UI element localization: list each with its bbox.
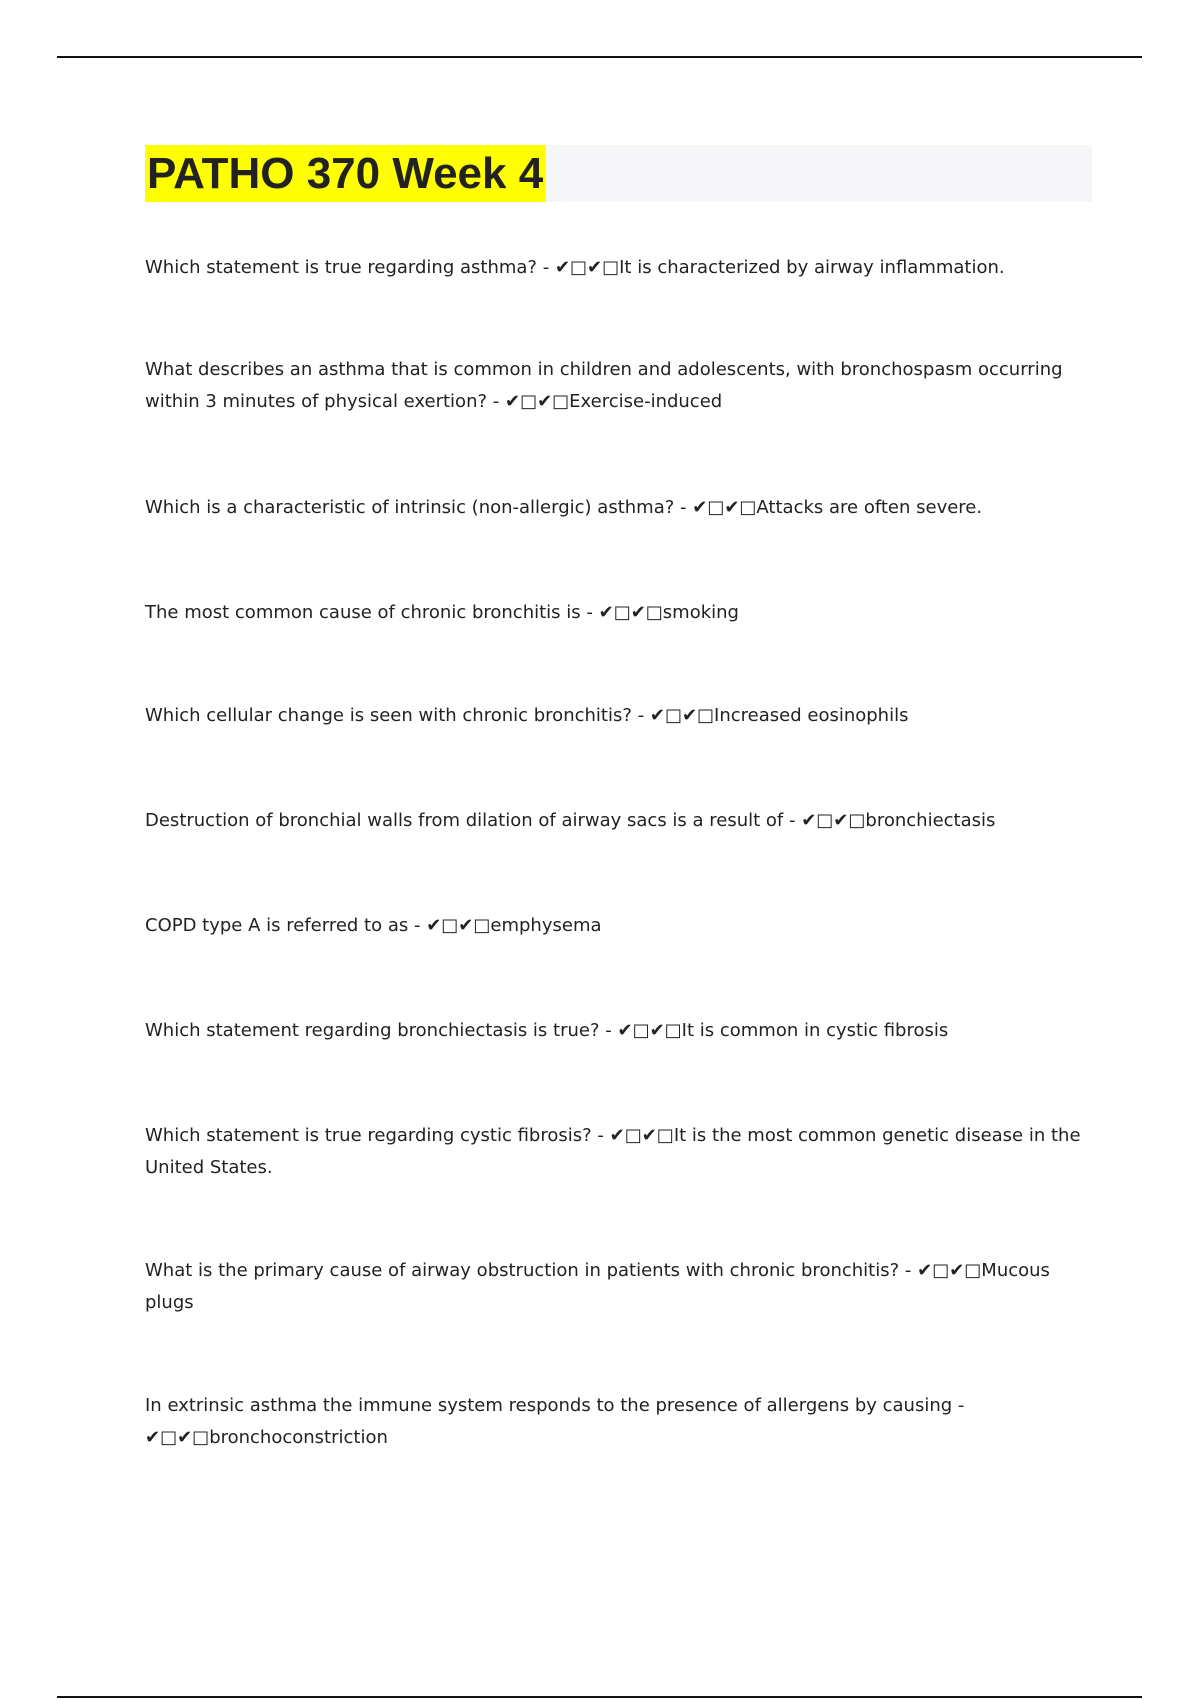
checkmark-icon: ✔□✔□ <box>504 391 570 412</box>
question-text: Which cellular change is seen with chronic bronchitis? <box>145 705 632 726</box>
question-text: What describes an asthma that is common in children and adolescents, with bronchospasm occurring within 3 minutes of physical exertion? <box>145 359 1063 412</box>
question-text: Which statement regarding bronchiectasis is true? <box>145 1020 600 1041</box>
answer-text: Exercise-induced <box>569 391 723 412</box>
answer-text: Attacks are often severe. <box>756 497 983 518</box>
qa-item <box>145 597 1095 629</box>
separator: - <box>631 705 650 726</box>
question-text: In extrinsic asthma the immune system responds to the presence of allergens by causing <box>145 1395 953 1416</box>
separator: - <box>591 1125 610 1146</box>
separator: - <box>580 602 599 623</box>
qa-item <box>145 700 1095 732</box>
answer-text: It is common in cystic fibrosis <box>681 1020 949 1041</box>
checkmark-icon: ✔□✔□ <box>426 915 491 936</box>
question-text: Which statement is true regarding asthma? <box>145 257 537 278</box>
separator: - <box>536 257 555 278</box>
checkmark-icon: ✔□✔□ <box>649 705 715 726</box>
qa-item <box>145 252 1095 284</box>
separator: - <box>674 497 693 518</box>
checkmark-icon: ✔□✔□ <box>554 257 620 278</box>
checkmark-icon: ✔□✔□ <box>692 497 757 518</box>
question-text: Which is a characteristic of intrinsic (non-allergic) asthma? <box>145 497 675 518</box>
checkmark-icon: ✔□✔□ <box>609 1125 674 1146</box>
answer-text: It is the most common genetic disease in the United States. <box>145 1125 1081 1178</box>
answer-text: bronchoconstriction <box>209 1427 388 1448</box>
separator: - <box>408 915 427 936</box>
answer-text: Mucous plugs <box>145 1260 1050 1313</box>
page-title: PATHO 370 Week 4 <box>145 145 546 202</box>
checkmark-icon: ✔□✔□ <box>917 1260 982 1281</box>
question-text: What is the primary cause of airway obstruction in patients with chronic bronchitis? <box>145 1260 900 1281</box>
qa-item <box>145 1120 1095 1184</box>
question-text: COPD type A is referred to as <box>145 915 409 936</box>
separator: - <box>899 1260 918 1281</box>
checkmark-icon: ✔□✔□ <box>598 602 663 623</box>
qa-item <box>145 910 1095 942</box>
answer-text: bronchiectasis <box>865 810 996 831</box>
top-divider <box>57 56 1142 58</box>
separator: - <box>599 1020 618 1041</box>
checkmark-icon: ✔□✔□ <box>801 810 866 831</box>
qa-item <box>145 1390 1095 1454</box>
qa-item <box>145 354 1095 418</box>
qa-item <box>145 492 1095 524</box>
qa-item <box>145 1255 1095 1319</box>
separator: - <box>952 1395 965 1416</box>
answer-text: It is characterized by airway inflammation. <box>619 257 1005 278</box>
bottom-divider <box>57 1696 1142 1698</box>
answer-text: smoking <box>662 602 739 623</box>
answer-text: Increased eosinophils <box>714 705 909 726</box>
checkmark-icon: ✔□✔□ <box>617 1020 682 1041</box>
question-text: Which statement is true regarding cystic fibrosis? <box>145 1125 592 1146</box>
question-text: Destruction of bronchial walls from dilation of airway sacs is a result of <box>145 810 784 831</box>
checkmark-icon: ✔□✔□ <box>145 1427 210 1448</box>
separator: - <box>487 391 505 412</box>
answer-text: emphysema <box>490 915 602 936</box>
question-text: The most common cause of chronic bronchitis is <box>145 602 581 623</box>
qa-item <box>145 1015 1095 1047</box>
separator: - <box>783 810 802 831</box>
qa-item <box>145 805 1095 837</box>
